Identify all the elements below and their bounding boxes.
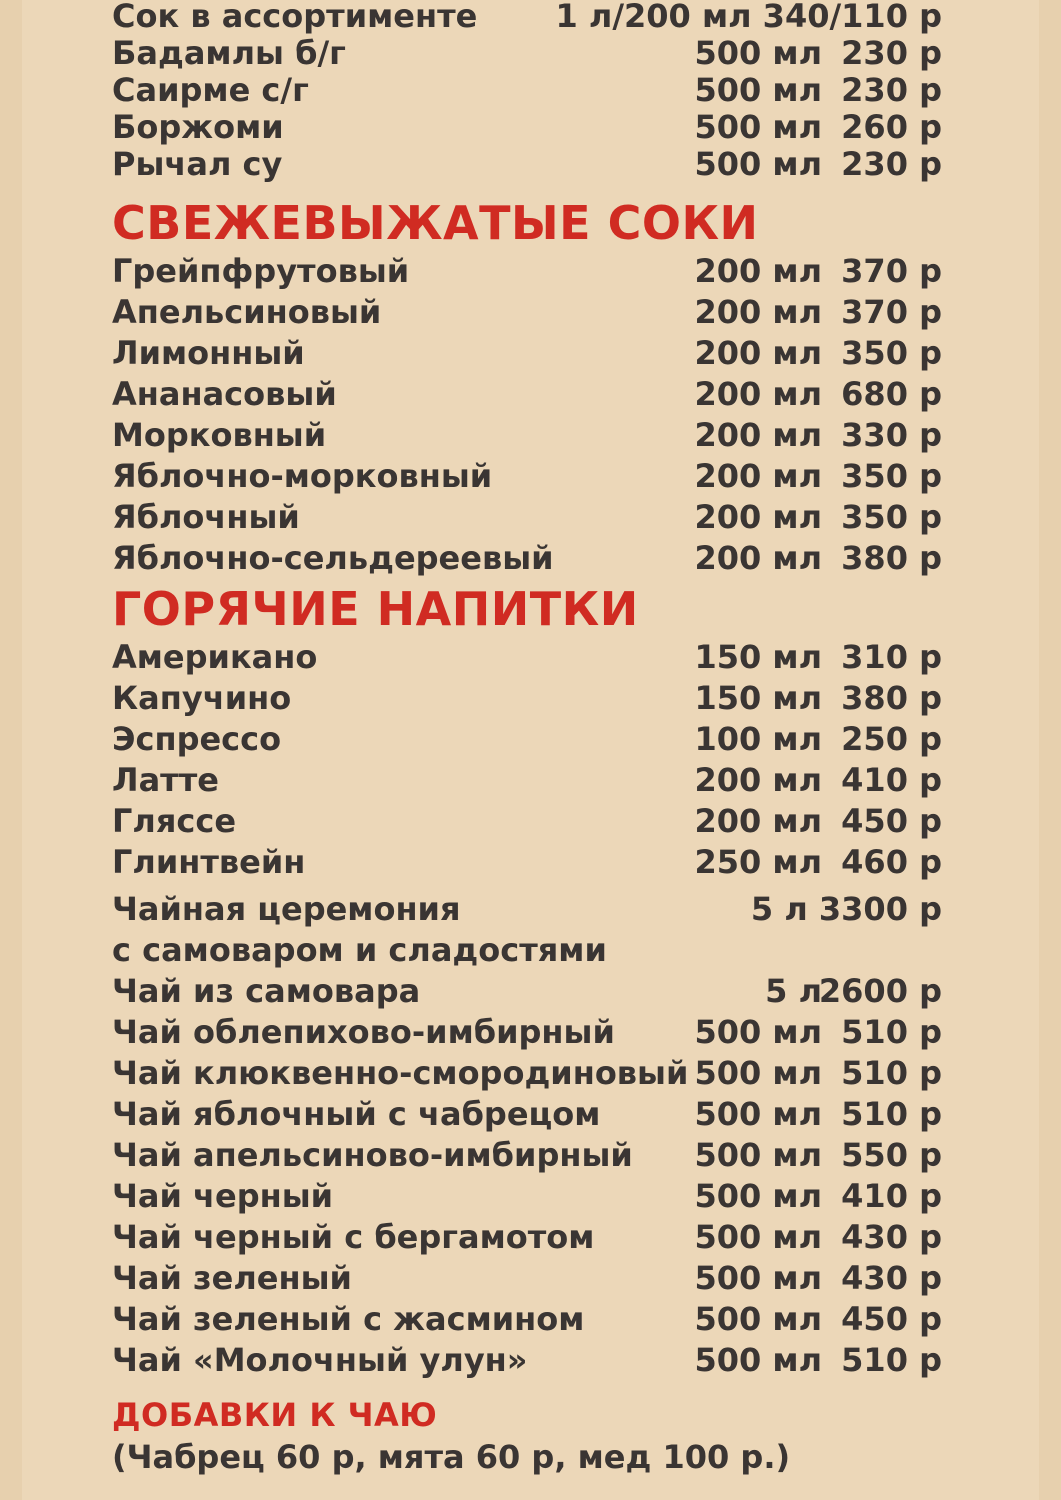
item-price: 230 р — [841, 145, 942, 183]
menu-item — [112, 1258, 942, 1299]
item-price: 450 р — [841, 802, 942, 840]
item-name: Чай клюквенно-смородиновый — [112, 1054, 689, 1092]
item-volume: 200 мл — [694, 416, 822, 454]
item-volume: 500 мл — [694, 71, 822, 109]
item-price: 450 р — [841, 1300, 942, 1338]
section-title: СВЕЖЕВЫЖАТЫЕ СОКИ — [112, 196, 759, 250]
menu-item — [112, 1094, 942, 1135]
item-volume: 500 мл — [694, 1300, 822, 1338]
menu-item — [112, 801, 942, 842]
item-name: Яблочно-морковный — [112, 457, 493, 495]
page-edge-right — [1039, 0, 1061, 1500]
menu-item — [112, 637, 942, 678]
item-volume: 200 мл — [694, 498, 822, 536]
section-top — [112, 0, 942, 183]
item-name: Латте — [112, 761, 219, 799]
item-name: Чай яблочный с чабрецом — [112, 1095, 601, 1133]
item-price: 330 р — [841, 416, 942, 454]
menu-item — [112, 538, 942, 579]
item-volume: 5 л — [765, 972, 822, 1010]
menu-item — [112, 1176, 942, 1217]
item-name: Грейпфрутовый — [112, 252, 410, 290]
item-name: Чай черный — [112, 1177, 334, 1215]
item-subtitle: с самоваром и сладостями — [112, 931, 607, 969]
item-volume: 200 мл — [694, 293, 822, 331]
item-name: Чай зеленый с жасмином — [112, 1300, 585, 1338]
item-name: Глинтвейн — [112, 843, 306, 881]
item-volume: 200 мл — [694, 802, 822, 840]
item-name: Чай зеленый — [112, 1259, 352, 1297]
item-volume: 200 мл — [694, 252, 822, 290]
item-volume: 500 мл — [694, 34, 822, 72]
item-price: 510 р — [841, 1013, 942, 1051]
menu-item — [112, 842, 942, 883]
item-name: Сок в ассортименте — [112, 0, 478, 35]
menu-item — [112, 1135, 942, 1176]
item-volume: 200 мл — [694, 457, 822, 495]
menu-item — [112, 292, 942, 333]
item-volume: 150 мл — [694, 679, 822, 717]
item-price: 550 р — [841, 1136, 942, 1174]
item-price: 350 р — [841, 498, 942, 536]
item-volume: 200 мл — [694, 334, 822, 372]
menu-item — [112, 719, 942, 760]
item-price: 430 р — [841, 1218, 942, 1256]
item-volume: 500 мл — [694, 1218, 822, 1256]
item-volume: 500 мл — [694, 1259, 822, 1297]
item-name: Апельсиновый — [112, 293, 382, 331]
item-volume: 200 мл — [694, 539, 822, 577]
item-price: 370 р — [841, 293, 942, 331]
item-name: Гляссе — [112, 802, 237, 840]
item-name: Чай черный с бергамотом — [112, 1218, 595, 1256]
item-volume: 500 мл — [694, 1341, 822, 1379]
item-volume: 500 мл — [694, 1177, 822, 1215]
menu-item — [112, 1217, 942, 1258]
menu-item — [112, 72, 942, 109]
item-volume: 150 мл — [694, 638, 822, 676]
item-price: 260 р — [841, 108, 942, 146]
item-price: 230 р — [841, 71, 942, 109]
item-name: Чай «Молочный улун» — [112, 1341, 528, 1379]
item-volume-price: 5 л 3300 р — [750, 890, 942, 928]
item-volume: 500 мл — [694, 145, 822, 183]
menu-item — [112, 251, 942, 292]
menu-item-subtitle — [112, 930, 942, 971]
item-price: 310 р — [841, 638, 942, 676]
addons-note: (Чабрец 60 р, мята 60 р, мед 100 р.) — [112, 1438, 791, 1476]
item-name: Капучино — [112, 679, 292, 717]
menu-item — [112, 760, 942, 801]
item-name: Боржоми — [112, 108, 284, 146]
menu-item — [112, 1299, 942, 1340]
item-price: 680 р — [841, 375, 942, 413]
item-name: Лимонный — [112, 334, 305, 372]
item-price: 380 р — [841, 539, 942, 577]
item-price: 410 р — [841, 761, 942, 799]
item-price: 510 р — [841, 1095, 942, 1133]
menu-item — [112, 1012, 942, 1053]
item-volume: 500 мл — [694, 1013, 822, 1051]
item-name: Чайная церемония — [112, 890, 461, 928]
item-name: Рычал су — [112, 145, 283, 183]
item-name: Яблочно-сельдереевый — [112, 539, 554, 577]
section-title: ГОРЯЧИЕ НАПИТКИ — [112, 582, 639, 636]
item-price: 510 р — [841, 1054, 942, 1092]
item-name: Ананасовый — [112, 375, 337, 413]
item-price: 250 р — [841, 720, 942, 758]
menu-item-tea-ceremony — [112, 889, 942, 930]
menu-item — [112, 456, 942, 497]
item-name: Чай апельсиново-имбирный — [112, 1136, 633, 1174]
item-volume: 500 мл — [694, 1054, 822, 1092]
item-price: 460 р — [841, 843, 942, 881]
menu-item — [112, 497, 942, 538]
page-edge-left — [0, 0, 22, 1500]
item-volume: 500 мл — [694, 1136, 822, 1174]
item-name: Чай из самовара — [112, 972, 421, 1010]
item-volume: 500 мл — [694, 1095, 822, 1133]
menu-item — [112, 35, 942, 72]
menu-item — [112, 1053, 942, 1094]
menu-item — [112, 678, 942, 719]
item-price: 350 р — [841, 334, 942, 372]
section-fresh-juices — [112, 195, 942, 579]
item-price: 2600 р — [818, 972, 942, 1010]
menu-item — [112, 971, 942, 1012]
menu-item — [112, 0, 942, 35]
item-name: Бадамлы б/г — [112, 34, 346, 72]
item-volume: 250 мл — [694, 843, 822, 881]
item-price: 350 р — [841, 457, 942, 495]
menu-item — [112, 146, 942, 183]
section-tea-addons — [112, 1395, 942, 1479]
item-name: Американо — [112, 638, 318, 676]
item-volume-price: 1 л/200 мл 340/110 р — [555, 0, 942, 35]
item-price: 430 р — [841, 1259, 942, 1297]
item-price: 370 р — [841, 252, 942, 290]
section-title: ДОБАВКИ К ЧАЮ — [112, 1396, 438, 1434]
item-price: 410 р — [841, 1177, 942, 1215]
menu-item — [112, 374, 942, 415]
item-volume: 200 мл — [694, 375, 822, 413]
section-hot-drinks — [112, 581, 942, 1381]
drinks-menu — [112, 0, 942, 1479]
menu-item — [112, 333, 942, 374]
menu-item — [112, 1340, 942, 1381]
item-name: Яблочный — [112, 498, 300, 536]
item-name: Чай облепихово-имбирный — [112, 1013, 615, 1051]
item-name: Эспрессо — [112, 720, 282, 758]
item-volume: 500 мл — [694, 108, 822, 146]
item-price: 230 р — [841, 34, 942, 72]
item-name: Саирме с/г — [112, 71, 309, 109]
item-price: 380 р — [841, 679, 942, 717]
item-volume: 100 мл — [694, 720, 822, 758]
item-name: Морковный — [112, 416, 327, 454]
item-volume: 200 мл — [694, 761, 822, 799]
item-price: 510 р — [841, 1341, 942, 1379]
menu-item — [112, 109, 942, 146]
menu-item — [112, 415, 942, 456]
